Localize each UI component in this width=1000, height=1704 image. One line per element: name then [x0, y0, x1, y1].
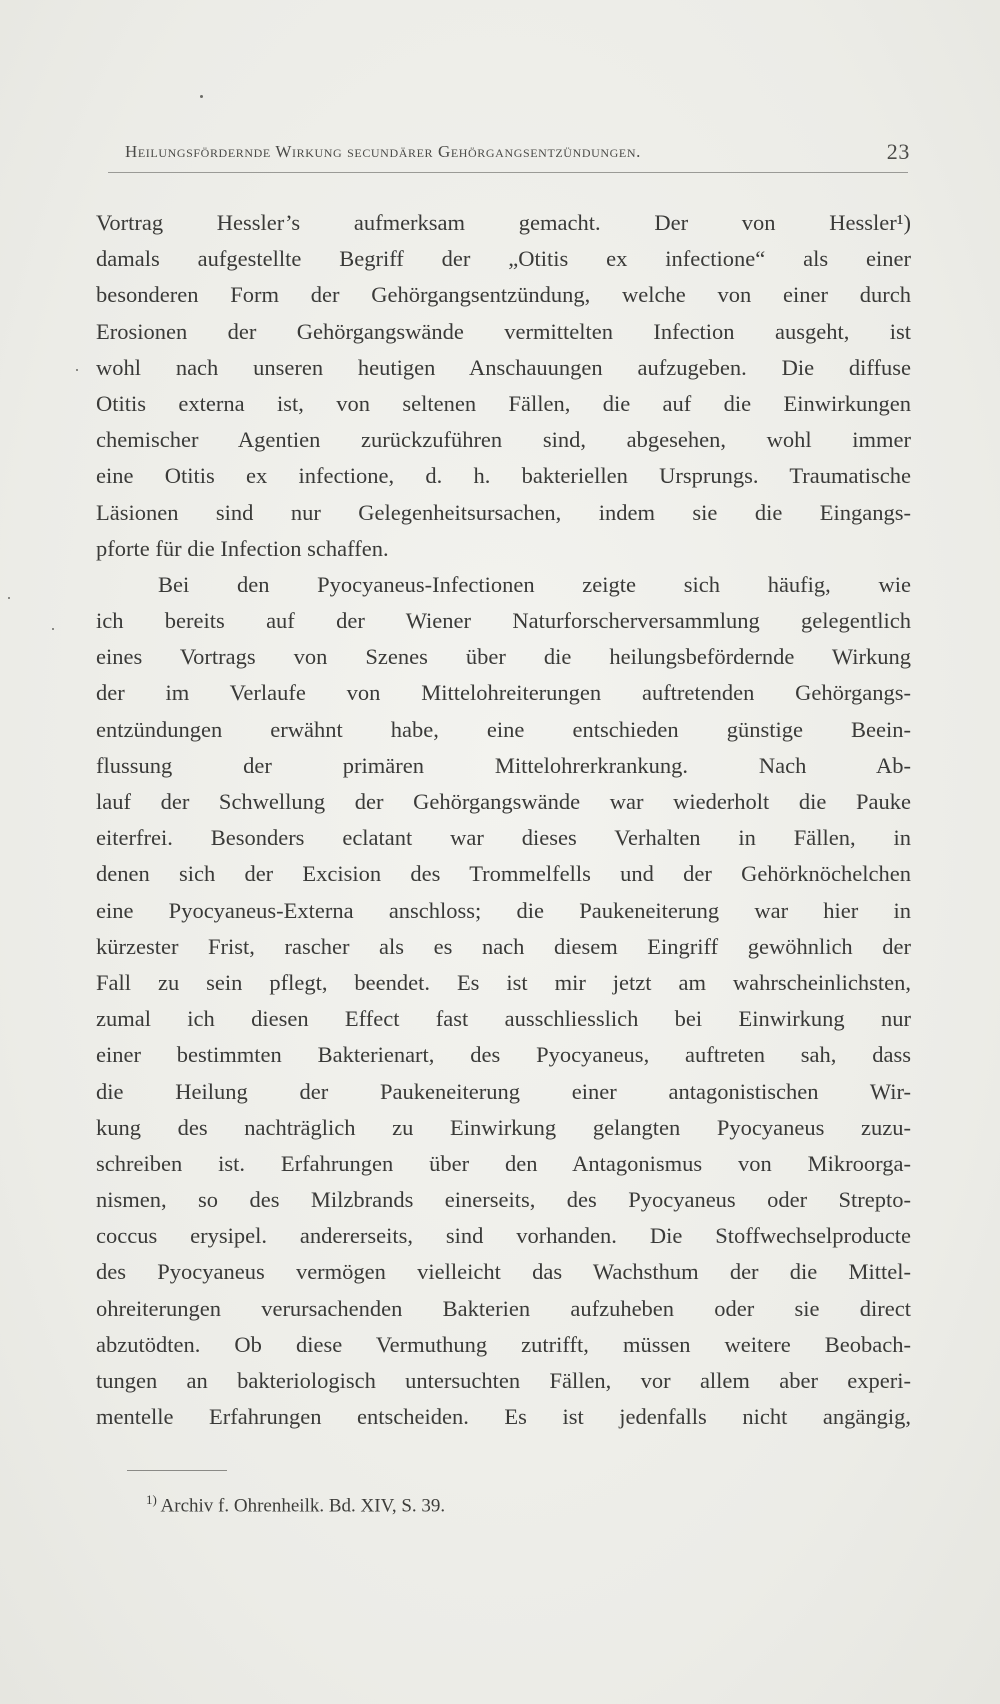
text-line: wohl nach unseren heutigen Anschauungen aufzugeben. Die diffuse: [96, 354, 911, 380]
text-line: flussung der primären Mittelohrerkrankung. Nach Ab-: [96, 752, 911, 778]
text-line: des Pyocyaneus vermögen vielleicht das Wachsthum der die Mittel-: [96, 1259, 911, 1285]
text-line: Otitis externa ist, von seltenen Fällen, die auf die Einwirkungen: [96, 390, 911, 416]
text-line: pforte für die Infection schaffen.: [96, 535, 389, 561]
text-line: ich bereits auf der Wiener Naturforscherversammlung gelegentlich: [96, 608, 911, 634]
footnote-text: Archiv f. Ohrenheilk. Bd. XIV, S. 39.: [160, 1495, 446, 1517]
text-line: besonderen Form der Gehörgangsentzündung, welche von einer durch: [96, 282, 911, 308]
text-line: eine Pyocyaneus-Externa anschloss; die Paukeneiterung war hier in: [96, 897, 911, 923]
paper-speck: [200, 95, 203, 98]
text-line: mentelle Erfahrungen entscheiden. Es ist jedenfalls nicht angängig,: [96, 1404, 911, 1430]
running-head-title: Heilungsfördernde Wirkung secundärer Gehörgangsentzündungen.: [125, 142, 641, 161]
text-line: einer bestimmten Bakterienart, des Pyocyaneus, auftreten sah, dass: [96, 1042, 911, 1068]
text-line: lauf der Schwellung der Gehörgangswände war wiederholt die Pauke: [96, 789, 911, 814]
text-line: Erosionen der Gehörgangswände vermittelten Infection ausgeht, ist: [96, 318, 911, 344]
text-line: eiterfrei. Besonders eclatant war dieses Verhalten in Fällen, in: [96, 825, 911, 851]
text-line: die Heilung der Paukeneiterung einer antagonistischen Wir-: [96, 1078, 911, 1104]
text-line: ohreiterungen verursachenden Bakterien aufzuheben oder sie direct: [96, 1295, 911, 1321]
paper-speck: [76, 369, 78, 371]
text-line: abzutödten. Ob diese Vermuthung zutrifft, müssen weitere Beobach-: [96, 1331, 911, 1357]
text-line: damals aufgestellte Begriff der „Otitis ex infectione“ als einer: [96, 246, 911, 272]
text-line: eine Otitis ex infectione, d. h. bakteriellen Ursprungs. Traumatische: [96, 463, 911, 489]
text-line: Bei den Pyocyaneus-Infectionen zeigte sich häufig, wie: [158, 571, 911, 597]
footnote: [146, 1492, 445, 1517]
text-line: Fall zu sein pflegt, beendet. Es ist mir jetzt am wahrscheinlichsten,: [96, 969, 911, 995]
body-text: [96, 205, 911, 1435]
page-number: 23: [886, 139, 910, 164]
text-line: nismen, so des Milzbrands einerseits, des Pyocyaneus oder Strepto-: [96, 1187, 911, 1213]
paragraph-2: [96, 567, 911, 1436]
paper-speck: [8, 597, 10, 599]
text-line: denen sich der Excision des Trommelfells und der Gehörknöchelchen: [96, 861, 911, 887]
paragraph-1: [96, 205, 911, 567]
text-line: Vortrag Hessler’s aufmerksam gemacht. Der von Hessler¹): [96, 210, 911, 235]
text-line: chemischer Agentien zurückzuführen sind, abgesehen, wohl immer: [96, 427, 911, 453]
text-line: schreiben ist. Erfahrungen über den Antagonismus von Mikroorga-: [96, 1150, 911, 1176]
text-line: zumal ich diesen Effect fast ausschliesslich bei Einwirkung nur: [96, 1006, 911, 1032]
text-line: der im Verlaufe von Mittelohreiterungen auftretenden Gehörgangs-: [96, 680, 911, 706]
text-line: tungen an bakteriologisch untersuchten Fällen, vor allem aber experi-: [96, 1368, 911, 1393]
header-rule: [108, 172, 908, 173]
text-line: eines Vortrags von Szenes über die heilungsbefördernde Wirkung: [96, 644, 911, 670]
paper-speck: [52, 628, 54, 630]
text-line: Läsionen sind nur Gelegenheitsursachen, indem sie die Eingangs-: [96, 499, 911, 525]
text-line: kung des nachträglich zu Einwirkung gelangten Pyocyaneus zuzu-: [96, 1114, 911, 1140]
footnote-marker: 1): [146, 1492, 157, 1507]
running-head: [125, 139, 910, 170]
text-line: kürzester Frist, rascher als es nach diesem Eingriff gewöhnlich der: [96, 933, 911, 959]
text-line: entzündungen erwähnt habe, eine entschieden günstige Beein-: [96, 716, 911, 742]
text-line: coccus erysipel. andererseits, sind vorhanden. Die Stoffwechselproducte: [96, 1223, 911, 1249]
footnote-rule: [127, 1470, 227, 1471]
